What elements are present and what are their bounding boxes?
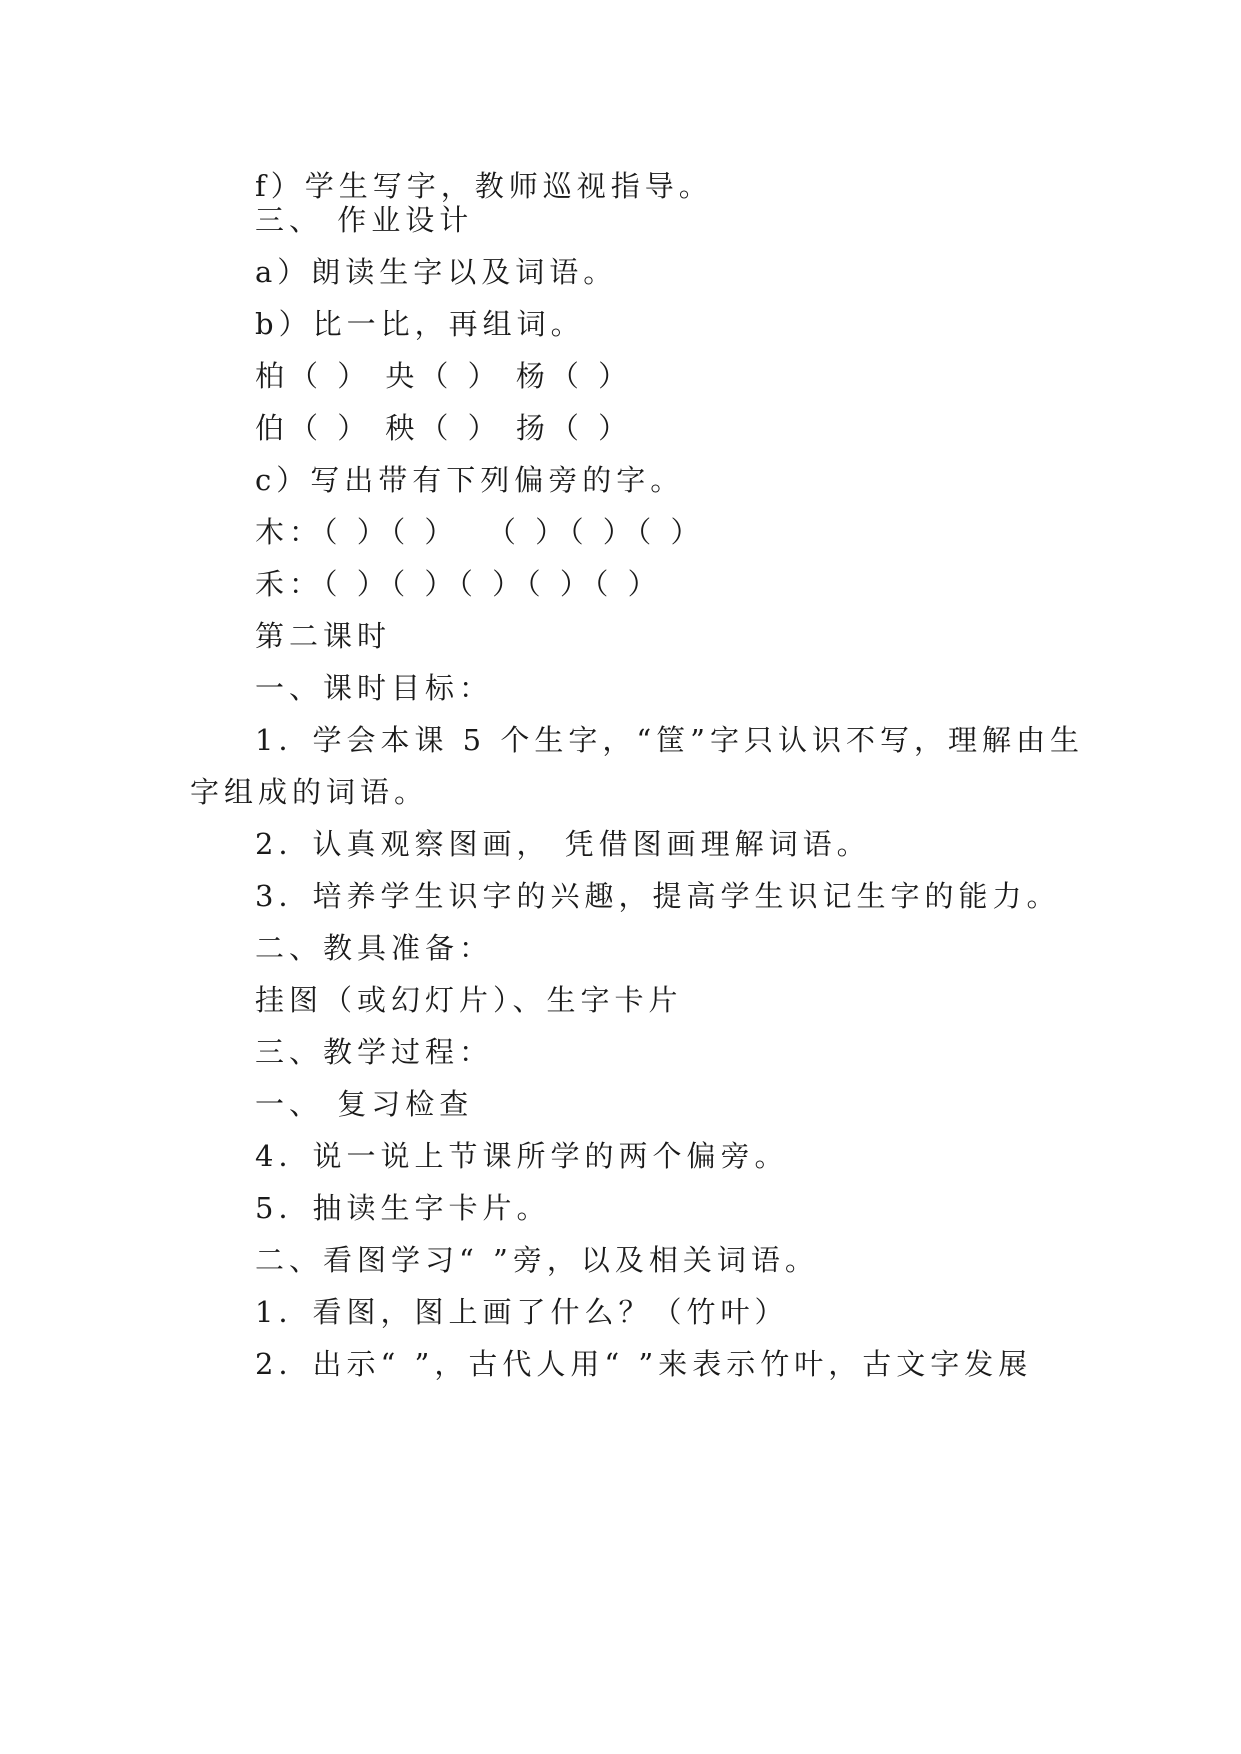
text-line: 3．培养学生识字的兴趣，提高学生识记生字的能力。: [255, 879, 1061, 913]
section-heading: 二、教具准备：: [255, 931, 494, 965]
section-heading: 三、 作业设计: [255, 203, 474, 237]
section-heading: 一、课时目标：: [255, 671, 494, 705]
text-line: 2．认真观察图画， 凭借图画理解词语。: [255, 827, 871, 861]
text-line: 1．看图，图上画了什么？（竹叶）: [255, 1295, 789, 1329]
exercise-row: 禾：（ ）（ ）（ ）（ ）（ ）: [255, 567, 662, 601]
section-heading: 三、教学过程：: [255, 1035, 494, 1069]
exercise-row: 木：（ ）（ ） （ ）（ ）（ ）: [255, 515, 705, 549]
section-heading: 一、 复习检查: [255, 1087, 474, 1121]
section-heading: 二、看图学习“ ”旁，以及相关词语。: [255, 1243, 819, 1277]
text-line: 2．出示“ ”，古代人用“ ”来表示竹叶，古文字发展: [255, 1347, 1033, 1381]
text-line: 5．抽读生字卡片。: [255, 1191, 551, 1225]
exercise-row: 柏（ ） 央（ ） 杨（ ）: [255, 359, 633, 393]
text-line: a）朗读生字以及词语。: [255, 255, 618, 289]
section-heading: 第二课时: [255, 619, 392, 653]
text-line: 4．说一说上节课所学的两个偏旁。: [255, 1139, 789, 1173]
text-line: 1．学会本课 5 个生字，“筐”字只认识不写，理解由生: [255, 723, 1084, 757]
text-line: 字组成的词语。: [190, 775, 429, 809]
exercise-row: 伯（ ） 秧（ ） 扬（ ）: [255, 411, 633, 445]
text-line: f）学生写字，教师巡视指导。: [255, 169, 713, 203]
text-line: b）比一比，再组词。: [255, 307, 585, 341]
text-line: 挂图（或幻灯片）、生字卡片: [255, 983, 683, 1017]
text-line: c）写出带有下列偏旁的字。: [255, 463, 685, 497]
